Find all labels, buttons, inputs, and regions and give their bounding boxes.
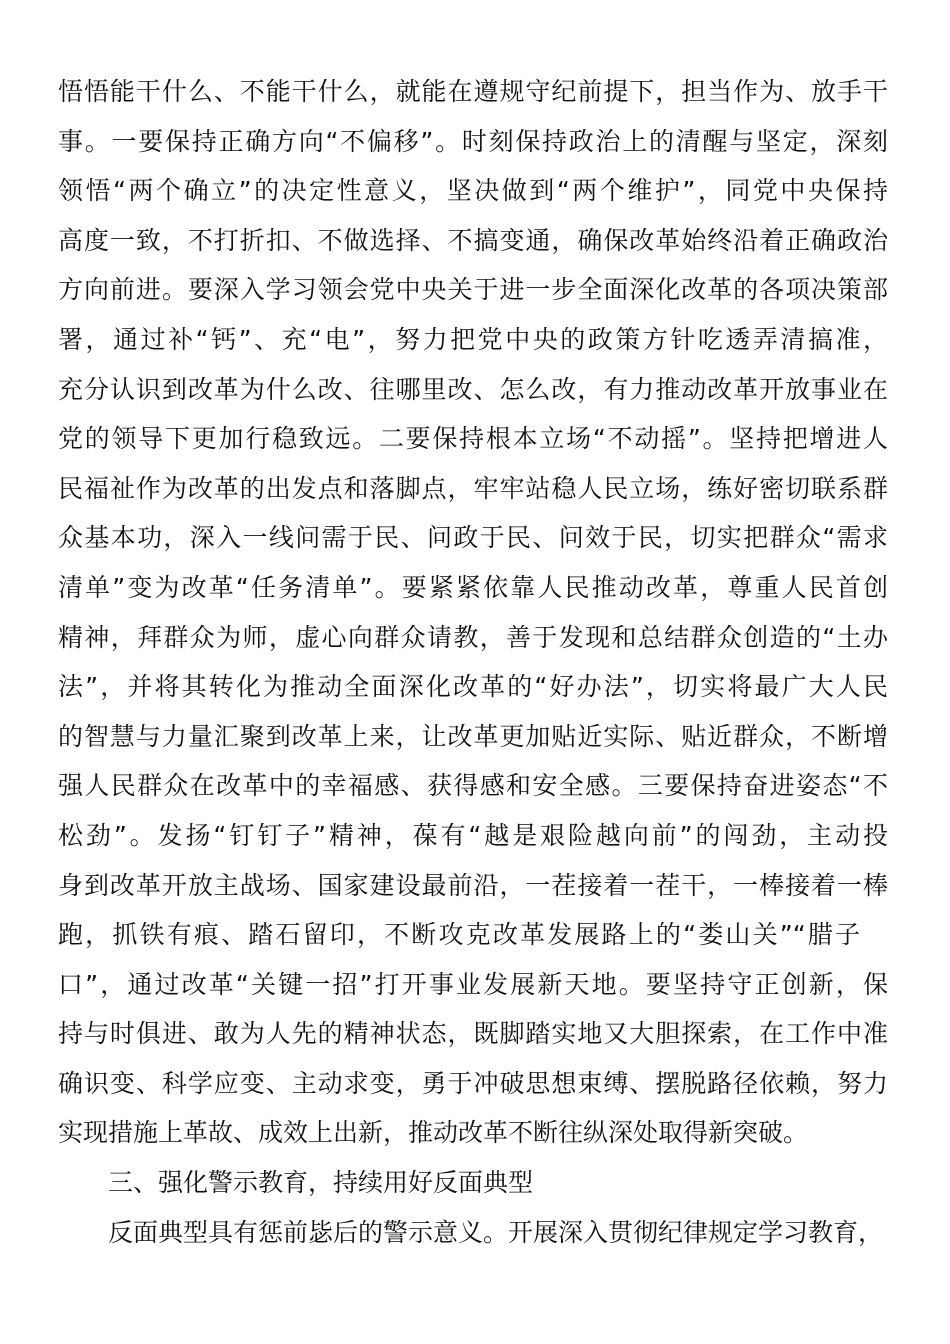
text-line: 事。一要保持正确方向“不偏移”。时刻保持政治上的清醒与坚定，深刻 (58, 126, 888, 156)
text-line: 身到改革开放主战场、国家建设最前沿，一茬接着一茬干，一棒接着一棒 (58, 870, 888, 900)
text-line: 高度一致，不打折扣、不做选择、不搞变通，确保改革始终沿着正确政治 (58, 225, 888, 255)
text-line: 充分认识到改革为什么改、往哪里改、怎么改，有力推动改革开放事业在 (58, 374, 888, 404)
text-line: 口”，通过改革“关键一招”打开事业发展新天地。要坚持守正创新，保 (58, 969, 888, 999)
body-text (58, 67, 888, 1257)
text-line: 民福祉作为改革的出发点和落脚点，牢牢站稳人民立场，练好密切联系群 (58, 473, 888, 503)
text-line: 众基本功，深入一线问需于民、问政于民、问效于民，切实把群众“需求 (58, 523, 888, 553)
text-line: 强人民群众在改革中的幸福感、获得感和安全感。三要保持奋进姿态“不 (58, 771, 888, 801)
text-line: 精神，拜群众为师，虚心向群众请教，善于发现和总结群众创造的“土办 (58, 622, 888, 652)
text-line: 的智慧与力量汇聚到改革上来，让改革更加贴近实际、贴近群众，不断增 (58, 721, 888, 751)
text-line: 松劲”。发扬“钉钉子”精神，葆有“越是艰险越向前”的闯劲，主动投 (58, 820, 888, 850)
text-line: 悟悟能干什么、不能干什么，就能在遵规守纪前提下，担当作为、放手干 (58, 77, 888, 106)
section-heading: 三、强化警示教育，持续用好反面典型 (108, 1168, 534, 1198)
text-line: 署，通过补“钙”、充“电”，努力把党中央的政策方针吃透弄清搞准， (58, 324, 888, 354)
text-line: 跑，抓铁有痕、踏石留印，不断攻克改革发展路上的“娄山关”“腊子 (58, 920, 860, 950)
text-line: 确识变、科学应变、主动求变，勇于冲破思想束缚、摆脱路径依赖，努力 (58, 1068, 888, 1098)
text-line: 实现措施上革故、成效上出新，推动改革不断往纵深处取得新突破。 (58, 1118, 809, 1148)
text-line: 党的领导下更加行稳致远。二要保持根本立场“不动摇”。坚持把增进人 (58, 424, 888, 454)
text-line: 法”，并将其转化为推动全面深化改革的“好办法”，切实将最广大人民 (58, 672, 888, 702)
text-line: 方向前进。要深入学习领会党中央关于进一步全面深化改革的各项决策部 (58, 275, 888, 305)
text-line: 反面典型具有惩前毖后的警示意义。开展深入贯彻纪律规定学习教育， (108, 1217, 884, 1247)
text-line: 领悟“两个确立”的决定性意义，坚决做到“两个维护”，同党中央保持 (58, 176, 888, 206)
text-line: 清单”变为改革“任务清单”。要紧紧依靠人民推动改革，尊重人民首创 (58, 572, 888, 602)
text-line: 持与时俱进、敢为人先的精神状态，既脚踏实地又大胆探索，在工作中准 (58, 1019, 888, 1049)
